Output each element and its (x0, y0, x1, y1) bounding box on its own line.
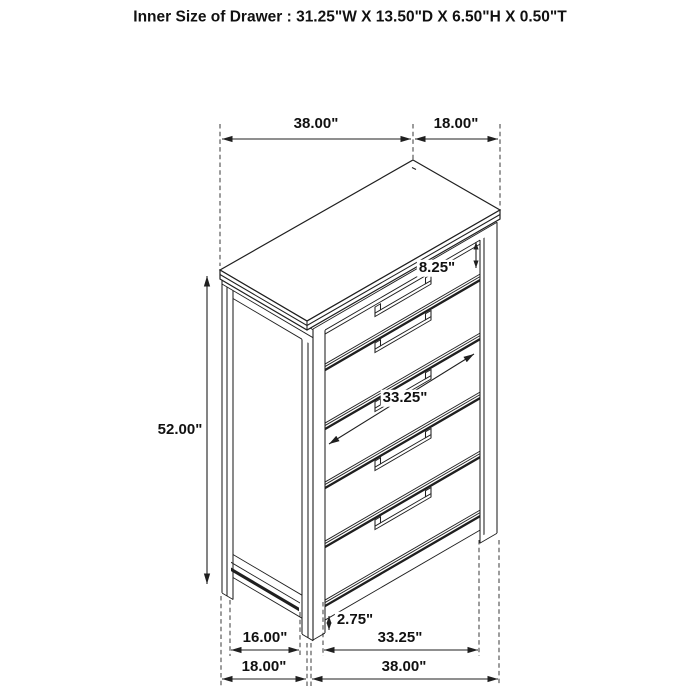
dim-label-drawer-front-width: 33.25" (382, 388, 428, 406)
dim-label-top-depth: 18.00" (433, 114, 479, 132)
dim-label-base-inner-width: 33.25" (377, 628, 423, 646)
dim-label-base-inner-depth: 16.00" (242, 628, 288, 646)
drawer-handle-5 (375, 488, 431, 530)
dim-label-base-width: 38.00" (381, 657, 427, 675)
dim-label-overall-height: 52.00" (157, 420, 203, 438)
dim-label-top-width: 38.00" (293, 114, 339, 132)
dresser-side-panel (222, 276, 313, 647)
dim-label-top-drawer-height: 8.25" (418, 258, 456, 276)
side-stretcher (231, 569, 299, 609)
drawer-handle-4 (375, 429, 431, 471)
dim-label-foot-height: 2.75" (336, 610, 374, 628)
drawer-handle-2 (375, 311, 431, 353)
dim-label-base-depth: 18.00" (241, 657, 287, 675)
figure-title: Inner Size of Drawer : 31.25"W X 13.50"D X 6.50"H X 0.50"T (133, 8, 567, 26)
drawer-dividers (325, 274, 480, 606)
